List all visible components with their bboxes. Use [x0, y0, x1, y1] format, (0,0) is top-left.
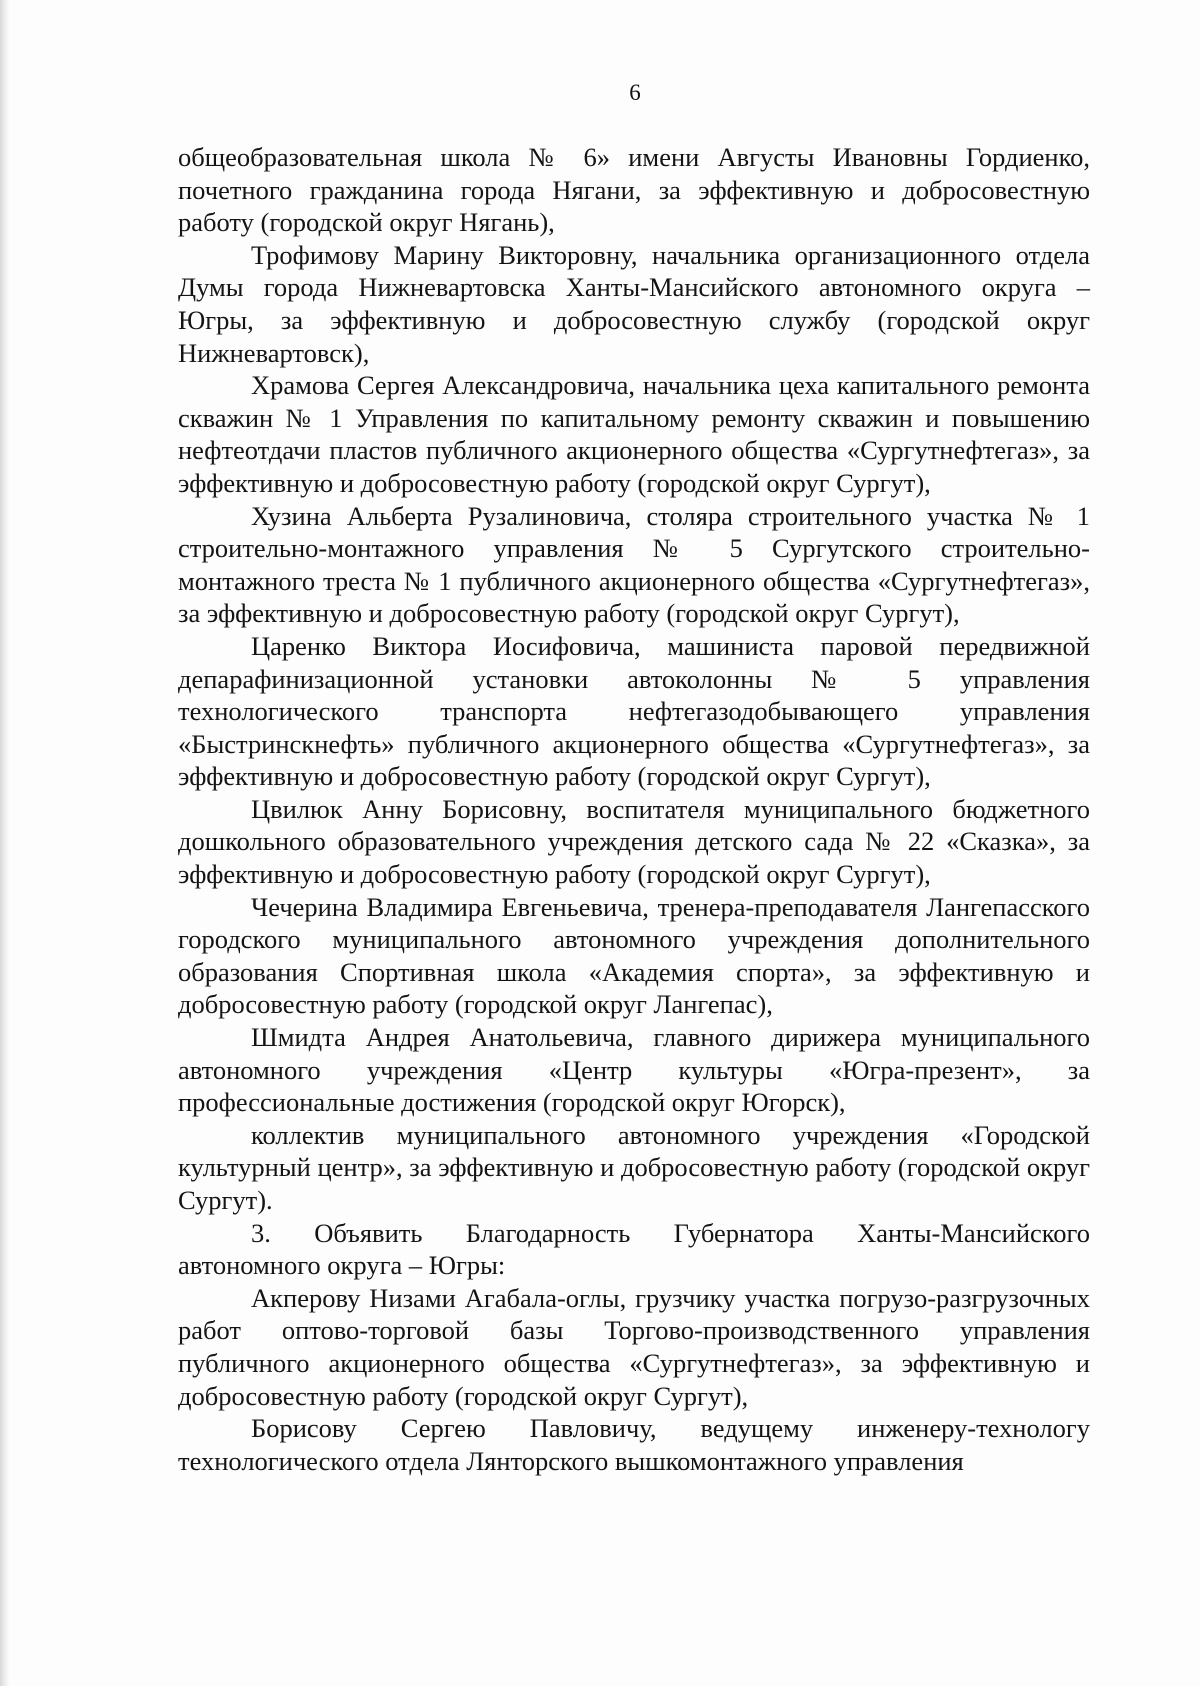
paragraph: Храмова Сергея Александровича, начальника цеха капитального ремонта скважин № 1 Управления по капитальному ремонту скважин и повышению нефтеотдачи пластов публичного акционерного общества «Сургутнефтегаз», за эффективную и добросовестную работу (городской округ Сургут),: [178, 370, 1090, 498]
paragraph: Чечерина Владимира Евгеньевича, тренера-преподавателя Лангепасского городского муниципального автономного учреждения дополнительного образования Спортивная школа «Академия спорта», за эффективную и добросовестную работу (городской округ Лангепас),: [178, 891, 1090, 1020]
paragraph: 3. Объявить Благодарность Губернатора Ханты-Мансийского автономного округа – Югры:: [178, 1217, 1090, 1281]
page-number: 6: [629, 80, 641, 105]
paragraph: Борисову Сергею Павловичу, ведущему инженеру-технологу технологического отдела Лянторского вышкомонтажного управления: [178, 1413, 1090, 1476]
paragraph: коллектив муниципального автономного учреждения «Городской культурный центр», за эффективную и добросовестную работу (городской округ Сургут).: [178, 1119, 1090, 1215]
paragraph: Трофимову Марину Викторовну, начальника организационного отдела Думы города Нижневартовска Ханты-Мансийского автономного округа – Югры, за эффективную и добросовестную службу (городской округ Нижневартовск),: [178, 239, 1090, 368]
paragraph: Хузина Альберта Рузалиновича, столяра строительного участка № 1 строительно-монтажного управления № 5 Сургутского строительно-монтажного треста № 1 публичного акционерного общества «Сургутнефтегаз», за эффективную и добросовестную работу (городской округ Сургут),: [178, 500, 1090, 629]
paragraph: Акперову Низами Агабала-оглы, грузчику участка погрузо-разгрузочных работ оптово-торговой базы Торгово-производственного управления публичного акционерного общества «Сургутнефтегаз», за эффективную и добросовестную работу (городской округ Сургут),: [178, 1282, 1090, 1411]
paragraph: Царенко Виктора Иосифовича, машиниста паровой передвижной депарафинизационной установки автоколонны № 5 управления технологического транспорта нефтегазодобывающего управления «Быстринскнефть» публичного акционерного общества «Сургутнефтегаз», за эффективную и добросовестную работу (городской округ Сургут),: [178, 630, 1090, 792]
paragraph: Шмидта Андрея Анатольевича, главного дирижера муниципального автономного учреждения «Центр культуры «Югра-презент», за профессиональные достижения (городской округ Югорск),: [178, 1022, 1090, 1118]
scan-edge: [0, 0, 10, 1686]
paragraph: общеобразовательная школа № 6» имени Августы Ивановны Гордиенко, почетного гражданина города Нягани, за эффективную и добросовестную работу (городской округ Нягань),: [178, 142, 1090, 238]
paragraph: Цвилюк Анну Борисовну, воспитателя муниципального бюджетного дошкольного образовательного учреждения детского сада № 22 «Сказка», за эффективную и добросовестную работу (городской округ Сургут),: [178, 793, 1090, 890]
document-body: [178, 141, 1090, 1477]
